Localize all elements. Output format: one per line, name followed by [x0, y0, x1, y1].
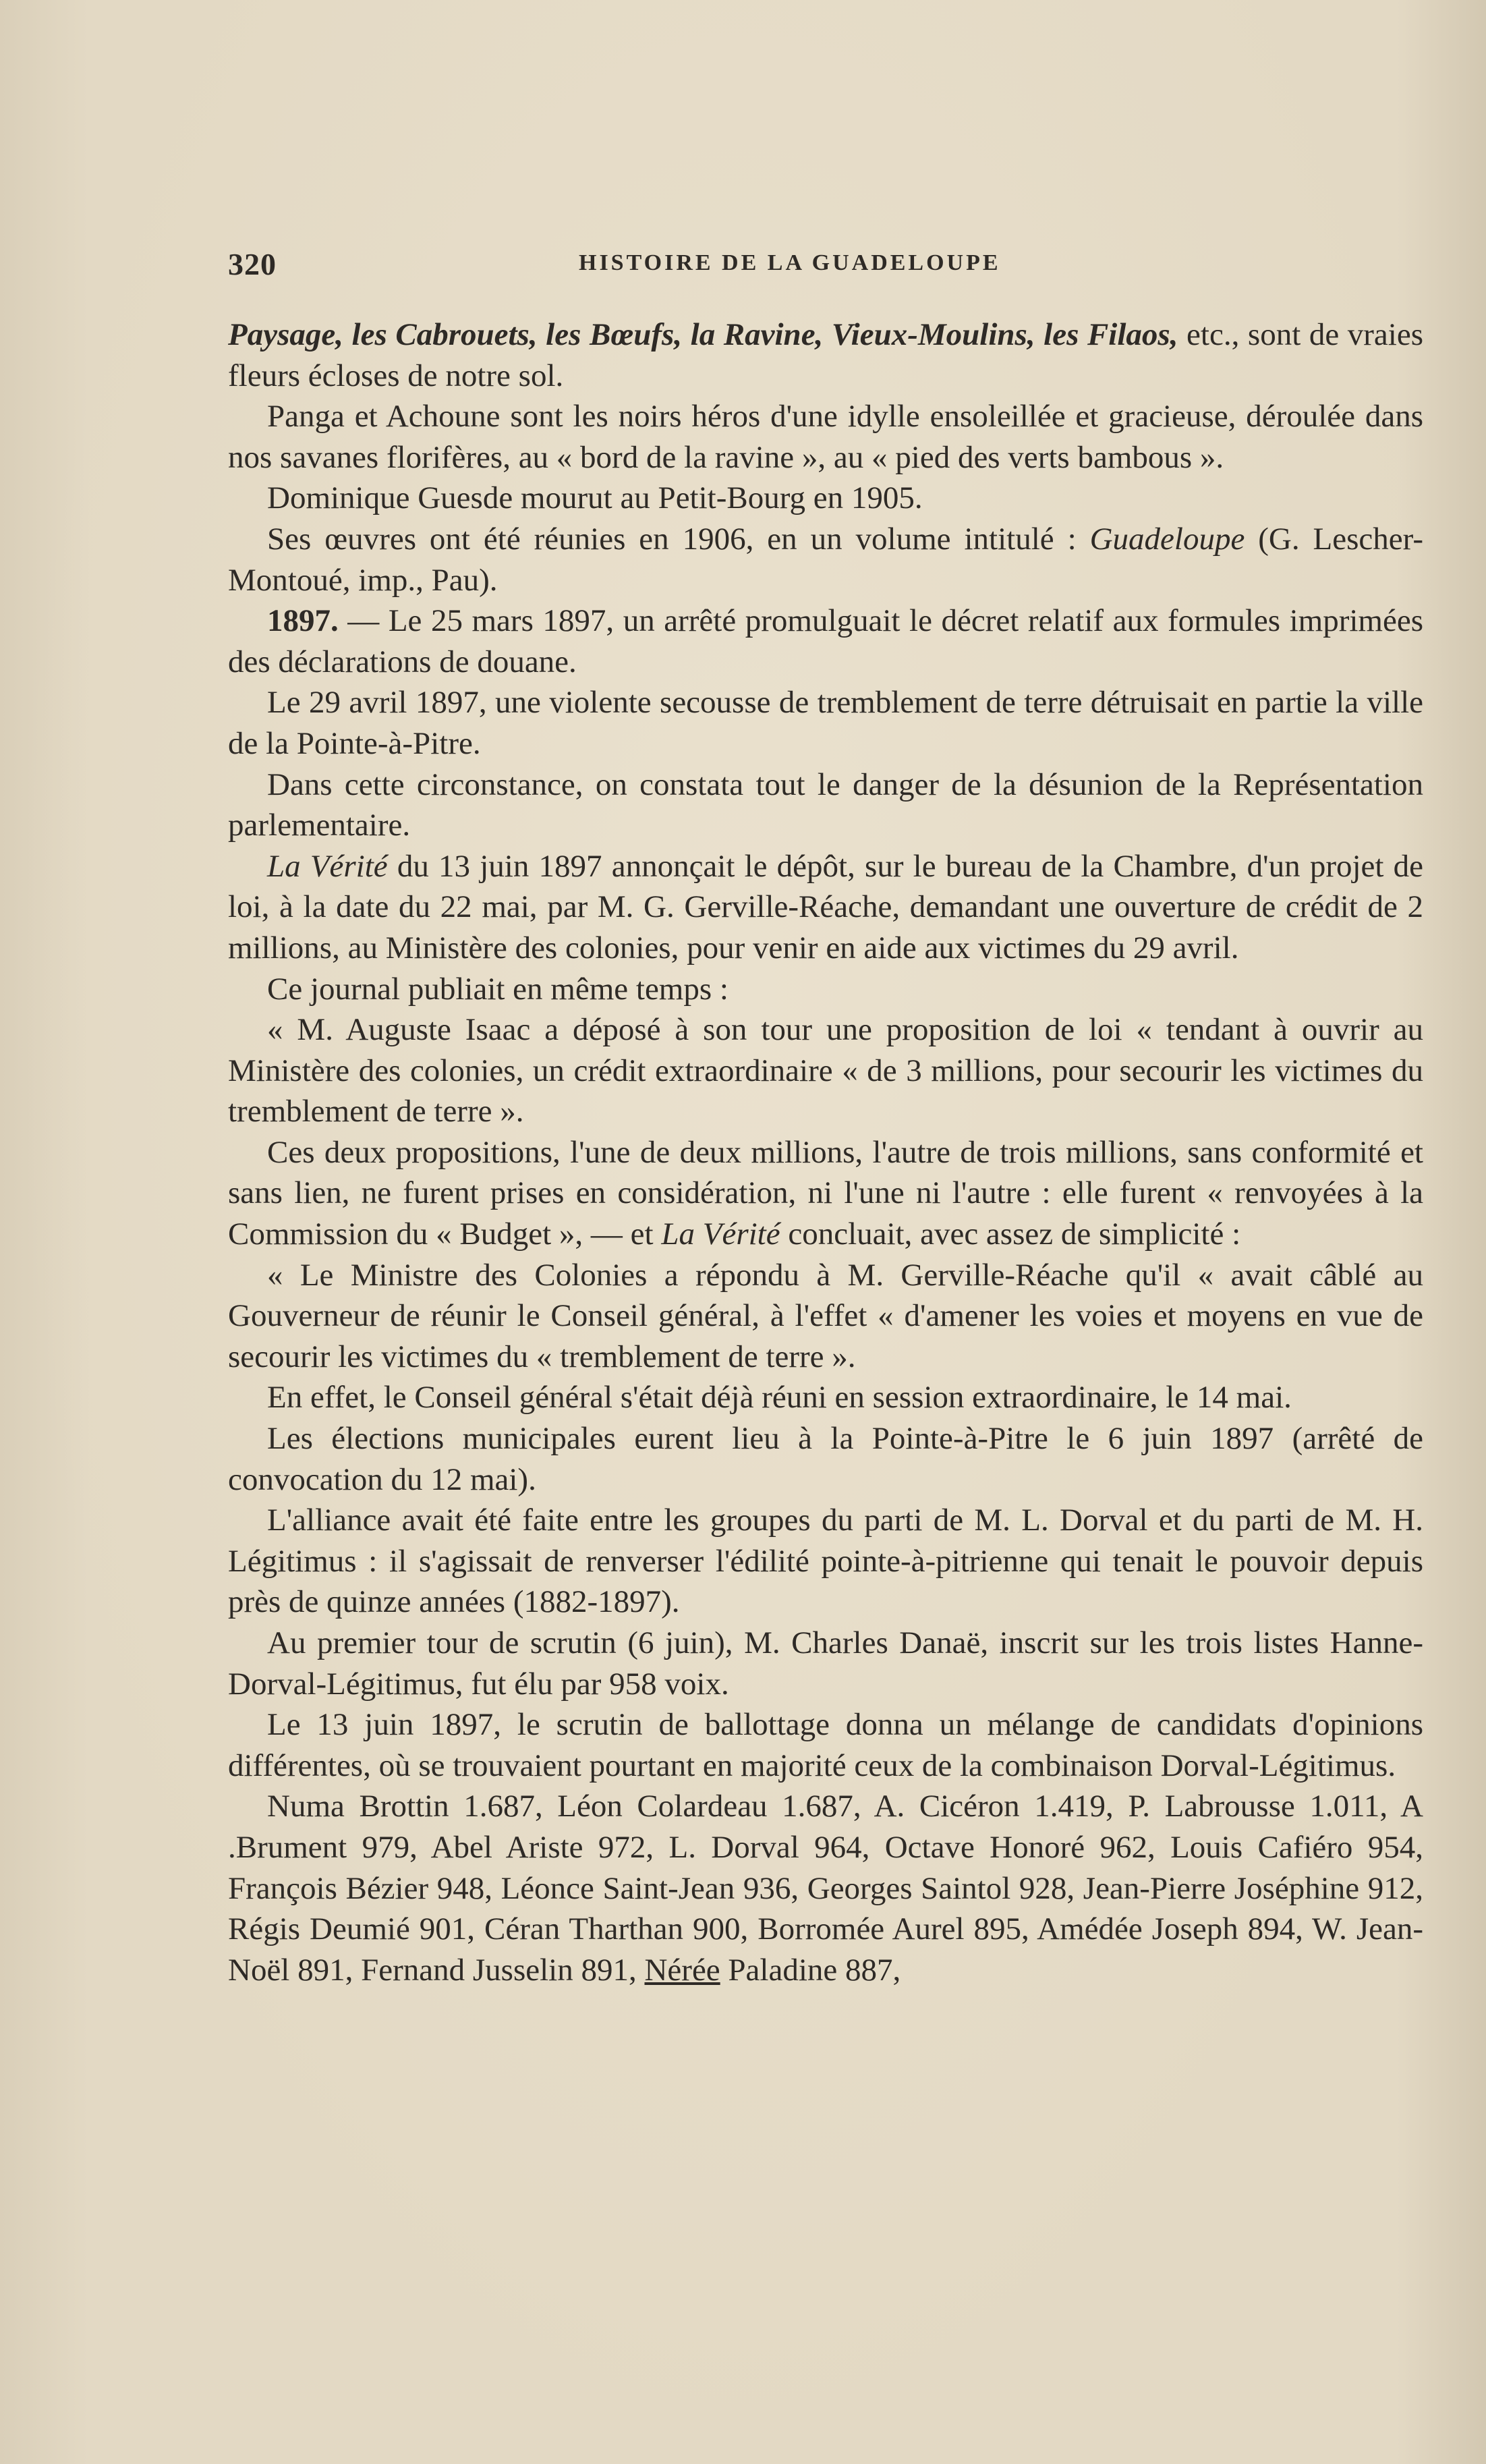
paragraph-works-collection	[228, 519, 1423, 600]
paragraph-first-round: Au premier tour de scrutin (6 juin), M. Charles Danaë, inscrit sur les trois listes Hanne-Dorval-Légitimus, fut élu par 958 voix.	[228, 1625, 1423, 1702]
paragraph-elected-list	[228, 1786, 1423, 1990]
quote-minister-reply: « Le Ministre des Colonies a répondu à M. Gerville-Réache qu'il « avait câblé au Gouverneur de réunir le Conseil général, à l'effet « d'amener les voies et moyens en vue de secourir les victimes du « tremblement de terre ».	[228, 1257, 1423, 1374]
paragraph-disunion: Dans cette circonstance, on constata tout le danger de la désunion de la Représentation parlementaire.	[228, 766, 1423, 843]
paragraph-text: du 13 juin 1897 annonçait le dépôt, sur le bureau de la Chambre, d'un projet de loi, à la date du 22 mai, par M. G. Gerville-Réache, demandant une ouverture de crédit de 2 millions, au Ministère des colonies, pour venir en aide aux victimes du 29 avril.	[228, 848, 1424, 965]
paragraph-alliance: L'alliance avait été faite entre les groupes du parti de M. L. Dorval et du parti de M. H. Légitimus : il s'agissait de renverser l'édilité pointe-à-pitrienne qui tenait le pouvoir depuis près de quinze années (1882-1897).	[228, 1503, 1423, 1620]
paragraph-journal-published: Ce journal publiait en même temps :	[267, 971, 728, 1007]
year-heading: 1897.	[267, 603, 339, 639]
running-title: HISTOIRE DE LA GUADELOUPE	[579, 250, 1001, 275]
quote-isaac-proposal: « M. Auguste Isaac a déposé à son tour une proposition de loi « tendant à ouvrir au Ministère des colonies, un crédit extraordinaire « de 3 millions, pour secourir les victimes du tremblement de terre ».	[228, 1012, 1423, 1129]
paragraph-text: Ses œuvres ont été réunies en 1906, en un volume intitulé :	[267, 521, 1090, 557]
newspaper-title: La Vérité	[661, 1216, 780, 1252]
paragraph-guesde-death: Dominique Guesde mourut au Petit-Bourg en 1905.	[267, 480, 923, 516]
underlined-name: Nérée	[644, 1952, 720, 1988]
paragraph-earthquake: Le 29 avril 1897, une violente secousse de tremblement de terre détruisait en partie la ville de la Pointe-à-Pitre.	[228, 685, 1423, 761]
paragraph-panga-achoune: Panga et Achoune sont les noirs héros d'une idylle ensoleillée et gracieuse, déroulée dans nos savanes florifères, au « bord de la ravine », au « pied des verts bambous ».	[228, 399, 1423, 475]
paragraph-text: Ces deux propositions, l'une de deux millions, l'autre de trois millions, sans conformité et sans lien, ne furent prises en considération, ni l'une ni l'autre : elle furent « renvoyées à la Commission du « Budget », — et	[228, 1134, 1423, 1252]
paragraph-text: Numa Brottin 1.687, Léon Colardeau 1.687, A. Cicéron 1.419, P. Labrousse 1.011, A .Brument 979, Abel Ariste 972, L. Dorval 964, Octave Honoré 962, Louis Cafiéro 954, François Bézier 948, Léonce Saint-Jean 936, Georges Saintol 928, Jean-Pierre Joséphine 912, Régis Deumié 901, Céran Tharthan 900, Borromée Aurel 895, Amédée Joseph 894, W. Jean-Noël 891, Fernand Jusselin 891,	[228, 1789, 1423, 1988]
newspaper-title: La Vérité	[267, 848, 388, 884]
paragraph-two-proposals	[228, 1132, 1423, 1255]
paragraph-text: Paladine 887,	[720, 1952, 901, 1988]
paragraph-works-list	[228, 314, 1423, 396]
page-header	[228, 246, 1423, 293]
paragraph-verite-announcement	[228, 846, 1423, 969]
paragraph-text: (G. Lescher-Montoué, imp., Pau).	[228, 521, 1423, 598]
paragraph-1897-decree	[228, 600, 1423, 682]
book-title: Guadeloupe	[1089, 521, 1245, 557]
paragraph-text: concluait, avec assez de simplicité :	[780, 1216, 1241, 1252]
page-number: 320	[228, 247, 277, 281]
paragraph-runoff: Le 13 juin 1897, le scrutin de ballottage donna un mélange de candidats d'opinions différentes, où se trouvaient pourtant en majorité ceux de la combinaison Dorval-Légitimus.	[228, 1707, 1423, 1783]
work-titles: Paysage, les Cabrouets, les Bœufs, la Ravine, Vieux-Moulins, les Filaos,	[228, 317, 1178, 352]
paragraph-text: etc., sont de vraies fleurs écloses de notre sol.	[228, 317, 1424, 393]
paragraph-general-council: En effet, le Conseil général s'était déjà réuni en session extraordinaire, le 14 mai.	[267, 1380, 1292, 1416]
paragraph-text: — Le 25 mars 1897, un arrêté promulguait le décret relatif aux formules imprimées des déclarations de douane.	[228, 603, 1423, 679]
paragraph-municipal-elections: Les élections municipales eurent lieu à la Pointe-à-Pitre le 6 juin 1897 (arrêté de convocation du 12 mai).	[228, 1421, 1423, 1497]
body-text	[228, 314, 1423, 1990]
